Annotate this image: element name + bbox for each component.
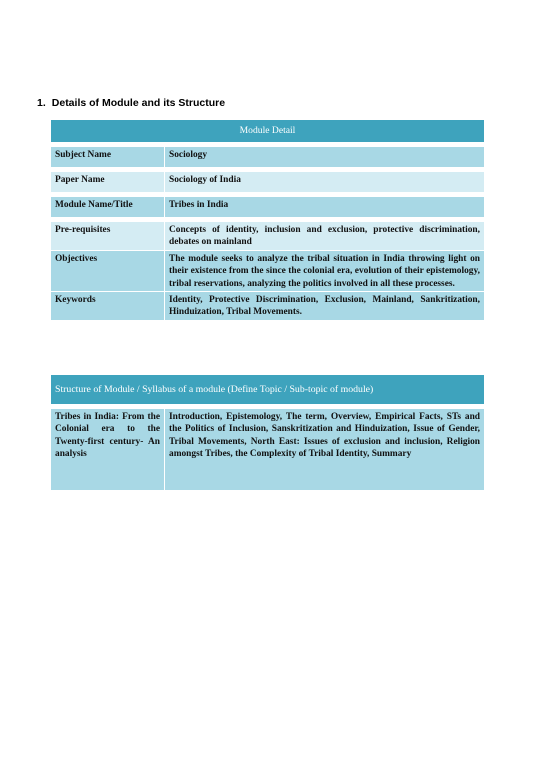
table-row xyxy=(51,147,485,168)
row-label: Subject Name xyxy=(51,147,165,168)
row-label: Objectives xyxy=(51,250,165,291)
structure-table xyxy=(50,374,485,491)
row-value: Sociology xyxy=(165,147,485,168)
row-value: The module seeks to analyze the tribal situation in India throwing light on their existence from the since the colonial era, evolution of their epistemology, tribal reservations, analyzing the politics involved in all these processes. xyxy=(165,250,485,291)
module-detail-header: Module Detail xyxy=(51,120,485,143)
section-heading xyxy=(37,97,225,109)
table-row xyxy=(51,292,485,321)
row-value: Sociology of India xyxy=(165,172,485,193)
table-row xyxy=(51,222,485,251)
section-title: Details of Module and its Structure xyxy=(51,97,226,109)
row-label: Module Name/Title xyxy=(51,197,165,218)
table-row xyxy=(51,197,485,218)
row-label: Paper Name xyxy=(51,172,165,193)
structure-topic: Tribes in India: From the Colonial era to the Twenty-first century- An analysis xyxy=(51,409,165,491)
structure-subtopics: Introduction, Epistemology, The term, Overview, Empirical Facts, STs and the Politics of Inclusion, Sanskritization and Hinduization, Issue of Gender, Tribal Movements, North East: Issues of exclusion and inclusion, Religion amongst Tribes, the Complexity of Tribal Identity, Summary xyxy=(165,409,485,491)
table-row xyxy=(51,409,485,491)
table-row xyxy=(51,250,485,291)
section-number: 1. xyxy=(37,97,46,109)
structure-header: Structure of Module / Syllabus of a module (Define Topic / Sub-topic of module) xyxy=(51,375,485,405)
module-detail-table xyxy=(50,119,485,321)
table-row xyxy=(51,172,485,193)
row-value: Tribes in India xyxy=(165,197,485,218)
row-label: Pre-requisites xyxy=(51,222,165,251)
row-label: Keywords xyxy=(51,292,165,321)
row-value: Identity, Protective Discrimination, Exclusion, Mainland, Sankritization, Hinduization, Tribal Movements. xyxy=(165,292,485,321)
row-value: Concepts of identity, inclusion and exclusion, protective discrimination, debates on mainland xyxy=(165,222,485,251)
